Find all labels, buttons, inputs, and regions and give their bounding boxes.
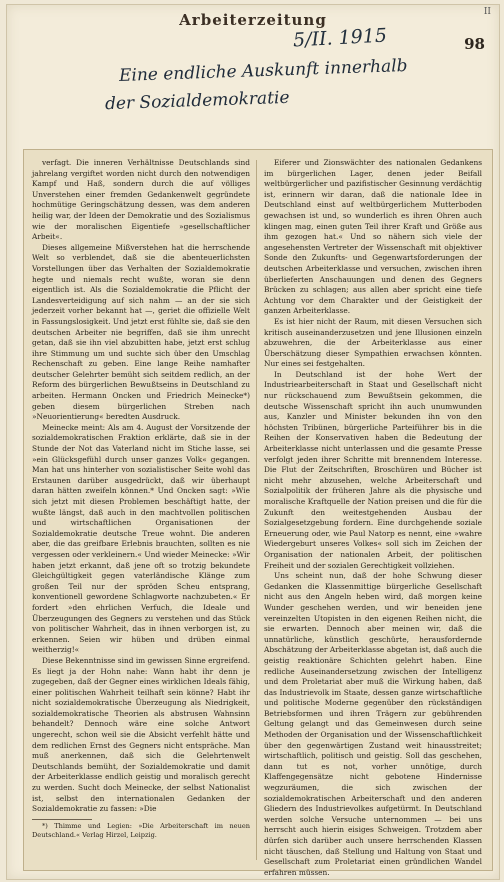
article-column-left [32, 158, 250, 862]
article-paragraph: Es ist hier nicht der Raum, mit diesen Versuchen sich kritisch auseinanderzusetzen und jene Illusionen einzeln abzuwehren, die der Arbeiterklasse aus einer Überschätzung dieser Sympathien erwachsen könnten. Nur eines sei festgehalten. [264, 316, 482, 369]
article-paragraph: Diese Bekenntnisse sind im gewissen Sinne ergreifend. Es liegt ja der Hohn nahe: Wann habt ihr denn je zugegeben, daß der Gegner eines wirklichen Ideals fähig, einer politischen Wahrheit teilhaft sein könne? Habt ihr nicht sozialdemokratische Überzeugung als Niedrigkeit, sozialdemokratische Theorien als abstrusen Wahnsinn behandelt? Dennoch wäre eine solche Antwort ungerecht, schon weil sie die Absicht verfehlt hätte und dem redlichen Ernst des Gegners nicht entspräche. Man muß anerkennen, daß sich die Gelehrtenwelt Deutschlands bemüht, der Sozialdemokratie und damit der Arbeiterklasse endlich geistig und moralisch gerecht zu werden. Sucht doch Meinecke, der selbst Nationalist ist, selbst den internationalen Gedanken der Sozialdemokratie zu fassen: »Die [32, 655, 250, 814]
corner-mark: II [483, 7, 491, 17]
article-paragraph: Meinecke meint: Als am 4. August der Vorsitzende der sozialdemokratischen Fraktion erklärte, daß sie in der Stunde der Not das Vaterland nicht im Stiche lasse, sei »ein Glücksgefühl durch unser ganzes Volk« gegangen. Man hat uns hinterher von sozialistischer Seite wohl das Erstaunen darüber ausgedrückt, daß wir überhaupt daran hätten zweifeln können.* Und Oncken sagt: »Wie sich jetzt mit diesen Problemen beschäftigt hatte, der wußte längst, daß auch in den machtvollen politischen und wirtschaftlichen Organisationen der Sozialdemokratie deutsche Treue wohnt. Die anderen aber, die das greifbare Erlebnis brauchten, sollten es nie vergessen oder verkleinern.« Und wieder Meinecke: »Wir haben jetzt erkannt, daß jene oft so trotzig bekundete Gleichgültigkeit gegen vaterländische Klänge zum großen Teil nur der spröden Scheu entsprang, konventionell gewordene Schlagworte nachzubeten.« Er fordert »den ehrlichen Verfuch, die Ideale und Überzeugungen des Gegners zu verstehen und das Stück von politischer Wahrheit, das in ihnen verborgen ist, zu erkennen. Seien wir hüben und drüben einmal weitherzig!« [32, 422, 250, 655]
footnote: *) Thimme und Legien: »Die Arbeiterschaft im neuen Deutschland.« Verlag Hirzel, Leipzig. [32, 821, 250, 839]
page-number: 98 [464, 35, 485, 53]
column-divider [256, 160, 257, 860]
article-paragraph: Uns scheint nun, daß der hohe Schwung dieser Gedanken die Klassenmittige bürgerliche Gesellschaft nicht aus den Angeln heben wird, daß morgen keine Wunder geschehen werden, und wir beneiden jene vereinzelten Utopisten in den eigenen Reihen nicht, die sie erwarten. Dennoch aber meinen wir, daß die unnatürliche, künstlich geschürte, herausfordernde Abschätzung der Arbeiterklasse abgetan ist, daß auch die geistig reaktionäre Schichten gelehrt haben. Eine redliche Auseinandersetzung zwischen der Intelligenz und dem Proletariat aber muß die Wirkung haben, daß das Industrievolk im Staate, dessen ganze wirtschaftliche und politische Moderne gegenüber den rückständigen Betriebsformen und ihren Trägern zur gebührenden Geltung gelangt und das Gemeinwesen durch seine Methoden der Organisation und der Wissenschaftlichkeit über den gegenwärtigen Zustand weit hinausstreitet; wirtschaftlich, politisch und geistig. Soll das geschehen, dann tut es not, vorher unnötige, durch Klaffengegensätze nicht gebotene Hindernisse wegzuräumen, die sich zwischen der sozialdemokratischen Arbeiterschaft und den anderen Gliedern des Industrievolkes aufgetürmt. In Deutschland werden solche Versuche unternommen — bei uns herrscht auch hierin eisiges Schweigen. Trotzdem aber dürfen sich darüber auch unsere herrschenden Klassen nicht täuschen, daß Stellung und Haltung von Staat und Gesellschaft zum Proletariat einen gründlichen Wandel erfahren müssen. [264, 571, 482, 877]
article-paragraph: In Deutschland ist der hohe Wert der Industriearbeiterschaft in Staat und Gesellschaft nicht nur rückschauend zum Bewußtsein gekommen, die deutsche Wissenschaft spricht ihn auch unumwunden aus, Kanzler und Minister bekunden ihn von den höchsten Tribünen, bürgerliche Parteiführer bis in die Reihen der Konservativen haben die Bedeutung der Arbeiterklasse nicht unterlassen und die gesamte Presse verfolgt jeden ihrer Schritte mit brennendem Interesse. Die Flut der Zeitschriften, Broschüren und Bücher ist nicht mehr abzusehen, welche Arbeiterschaft und Sozialpolitik der früheren Jahre als die physische und moralische Kraftquelle der Nation preisen und die für die Zukunft den weitestgehenden Ausbau der Sozialgesetzgebung fordern. Eine durchgehende soziale Erneuerung oder, wie Paul Natorp es nennt, eine »wahre Wiedergeburt unseres Volkes« soll sich im Zeichen der Organisation der nationalen Arbeit, der politischen Freiheit und der sozialen Gerechtigkeit vollziehen. [264, 369, 482, 570]
newspaper-masthead: Arbeiterzeitung [179, 11, 327, 29]
article-column-right [264, 158, 482, 877]
handwritten-date: 5/II. 1915 [292, 24, 388, 52]
handwritten-note-line-2: der Sozialdemokratie [104, 87, 290, 115]
article-paragraph: Eiferer und Zionswächter des nationalen Gedankens im bürgerlichen Lager, denen jeder Beifall weltbürgerlicher und pazifistischer Gesinnung verdächtig ist, erinnern wir daran, daß die nationale Idee in Deutschland einst auf weltbürgerlichem Mutterboden gewachsen ist und, so wunderlich es ihren Ohren auch klingen mag, einen guten Teil ihrer Kraft und Größe aus ihm gezogen hat.« Und so nähern sich viele der angesehensten Vertreter der Wissenschaft mit objektiver Sonde den Zukunfts- und Gegenwartsforderungen der deutschen Arbeiterklasse und versuchen, zwischen ihren überlieferten Anschauungen und denen des Gegners Brücken zu schlagen; aus allen aber spricht eine tiefe Achtung vor dem Charakter und der Geistigkeit der ganzen Arbeiterklasse. [264, 158, 482, 316]
archive-sheet [6, 4, 500, 880]
handwritten-note-line-1: Eine endliche Auskunft innerhalb [118, 55, 408, 87]
article-paragraph: Dieses allgemeine Mißverstehen hat die herrschende Welt so verblendet, daß sie die abenteuerlichsten Vorstellungen über das Verhalten der Sozialdemokratie hegte und niemals recht wußte, woran sie denn eigentlich ist. Als die Sozialdemokratie die Pflicht der Landesverteidigung auf sich nahm — an der sie sich jederzeit vorher bekannt hat —, geriet die offizielle Welt in Fassungslosigkeit. Und jetzt erst fühlte sie, daß sie den deutschen Arbeiter nie begriffen, daß sie ihm unrecht getan, daß sie ihn viel abzubitten habe, jetzt erst schlug ihre Stimmung um und suchte sich über den Umschlag Rechenschaft zu geben. Eine lange Reihe namhafter deutscher Gelehrter bemüht sich seitdem redlich, an der Reform des bürgerlichen Bewußtseins in Deutschland zu arbeiten. Hermann Oncken und Friedrich Meinecke*) geben diesem bürgerlichen Streben nach »Neuorientierung« beredten Ausdruck. [32, 242, 250, 422]
article-paragraph: verfagt. Die inneren Verhältnisse Deutschlands sind jahrelang vergiftet worden nicht durch den notwendigen Kampf und Haß, sondern durch die auf völliges Unverstehen einer fremden Gedankenwelt gegründete hochmütige Geringschätzung dessen, was dem anderen heilig war, der Ideen der Demokratie und des Sozialismus wie der moralischen Eigentiefe »gesellschaftlicher Arbeit«. [32, 158, 250, 242]
newspaper-clipping [23, 149, 493, 877]
footnote-divider [32, 819, 92, 820]
